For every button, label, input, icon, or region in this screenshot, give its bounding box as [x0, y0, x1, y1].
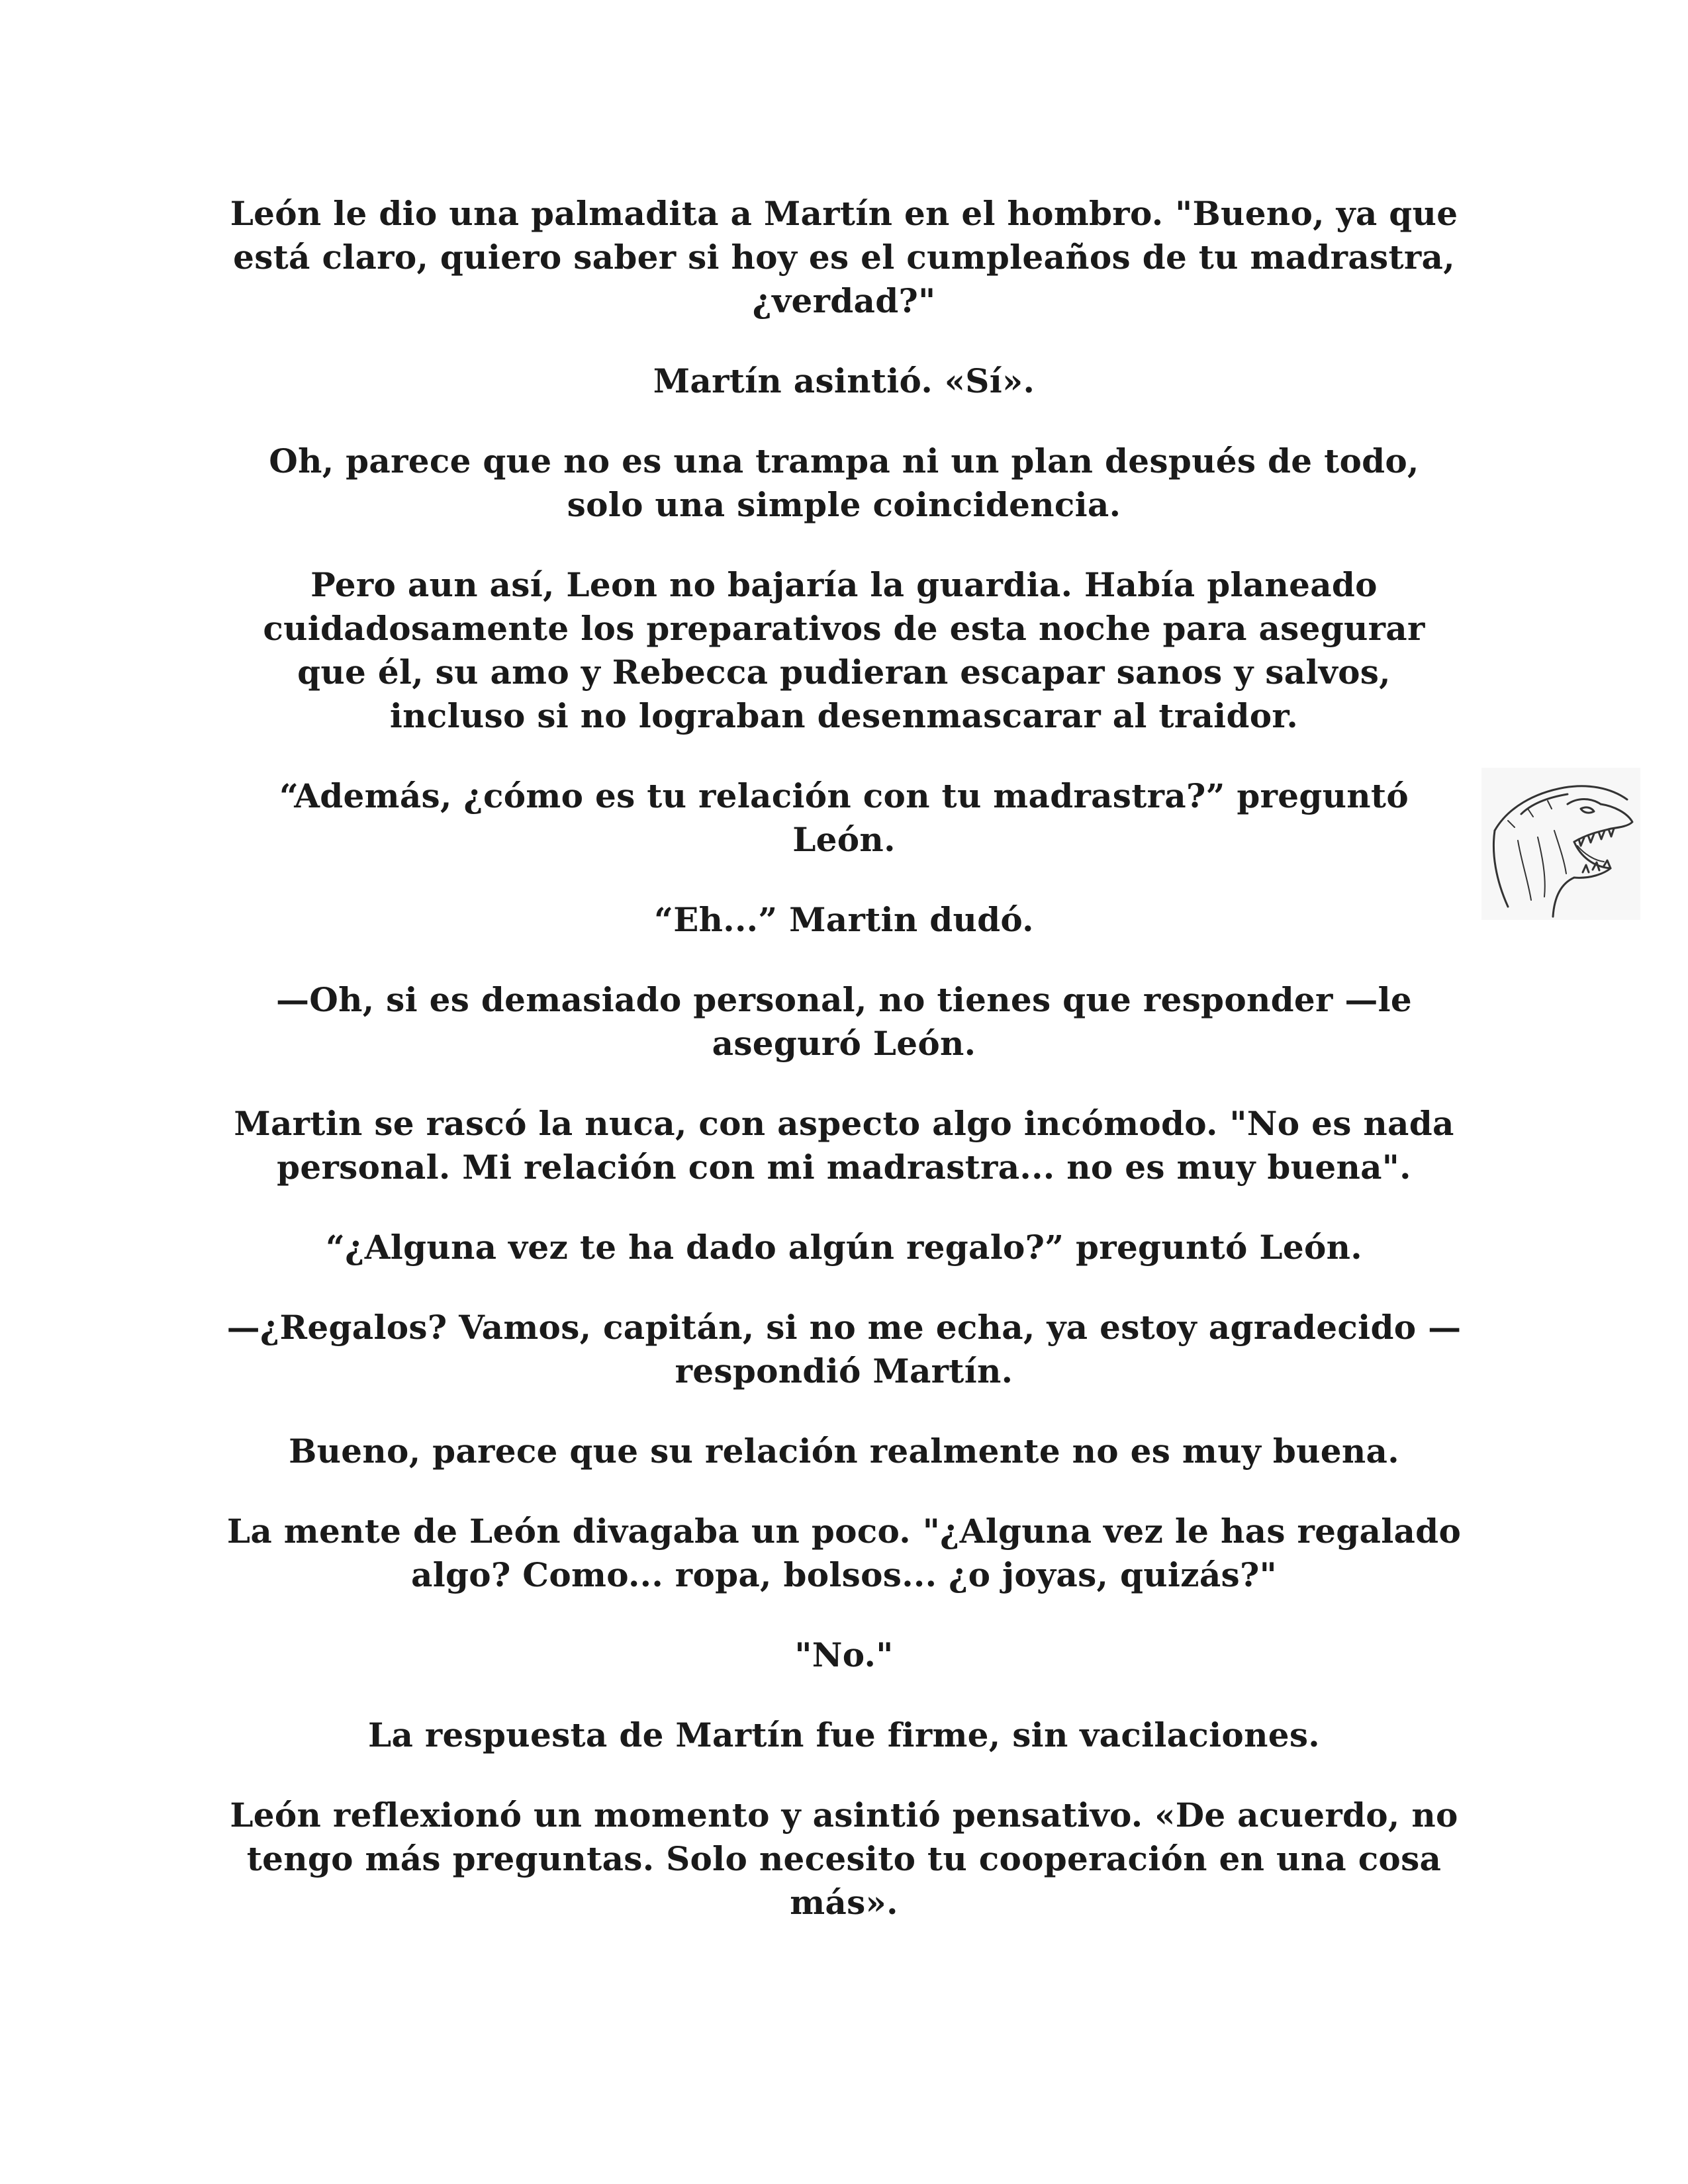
paragraph-15: León reflexionó un momento y asintió pensativo. «De acuerdo, no tengo más preguntas. Solo necesito tu cooperación en una cosa más». — [230, 1796, 1458, 1922]
paragraph-7: —Oh, si es demasiado personal, no tienes que responder —le aseguró León. — [275, 980, 1413, 1063]
paragraph-14: La respuesta de Martín fue firme, sin vacilaciones. — [367, 1715, 1320, 1754]
paragraph-12: La mente de León divagaba un poco. "¿Alguna vez le has regalado algo? Como... ropa, bolsos... ¿o joyas, quizás?" — [226, 1512, 1462, 1594]
document-body — [225, 192, 1463, 1961]
dinosaur-head-icon — [1481, 768, 1640, 920]
paragraph-10: —¿Regalos? Vamos, capitán, si no me echa, ya estoy agradecido —respondió Martín. — [226, 1308, 1462, 1390]
paragraph-5: “Además, ¿cómo es tu relación con tu madrastra?” preguntó León. — [279, 776, 1409, 859]
paragraph-1: León le dio una palmadita a Martín en el hombro. "Bueno, ya que está claro, quiero saber si hoy es el cumpleaños de tu madrastra, ¿verdad?" — [230, 194, 1458, 320]
paragraph-13: "No." — [794, 1635, 894, 1674]
paragraph-4: Pero aun así, Leon no bajaría la guardia. Había planeado cuidadosamente los preparativos de esta noche para asegurar que él, su amo y Rebecca pudieran escapar sanos y salvos, incluso si no lograban desenmascarar al traidor. — [263, 565, 1425, 735]
paragraph-11: Bueno, parece que su relación realmente no es muy buena. — [289, 1432, 1399, 1471]
paragraph-3: Oh, parece que no es una trampa ni un plan después de todo, solo una simple coincidencia. — [269, 441, 1419, 524]
paragraph-2: Martín asintió. «Sí». — [653, 361, 1035, 400]
paragraph-9: “¿Alguna vez te ha dado algún regalo?” preguntó León. — [326, 1228, 1362, 1267]
paragraph-8: Martin se rascó la nuca, con aspecto algo incómodo. "No es nada personal. Mi relación con mi madrastra... no es muy buena". — [234, 1104, 1454, 1187]
paragraph-6: “Eh...” Martin dudó. — [654, 900, 1034, 939]
